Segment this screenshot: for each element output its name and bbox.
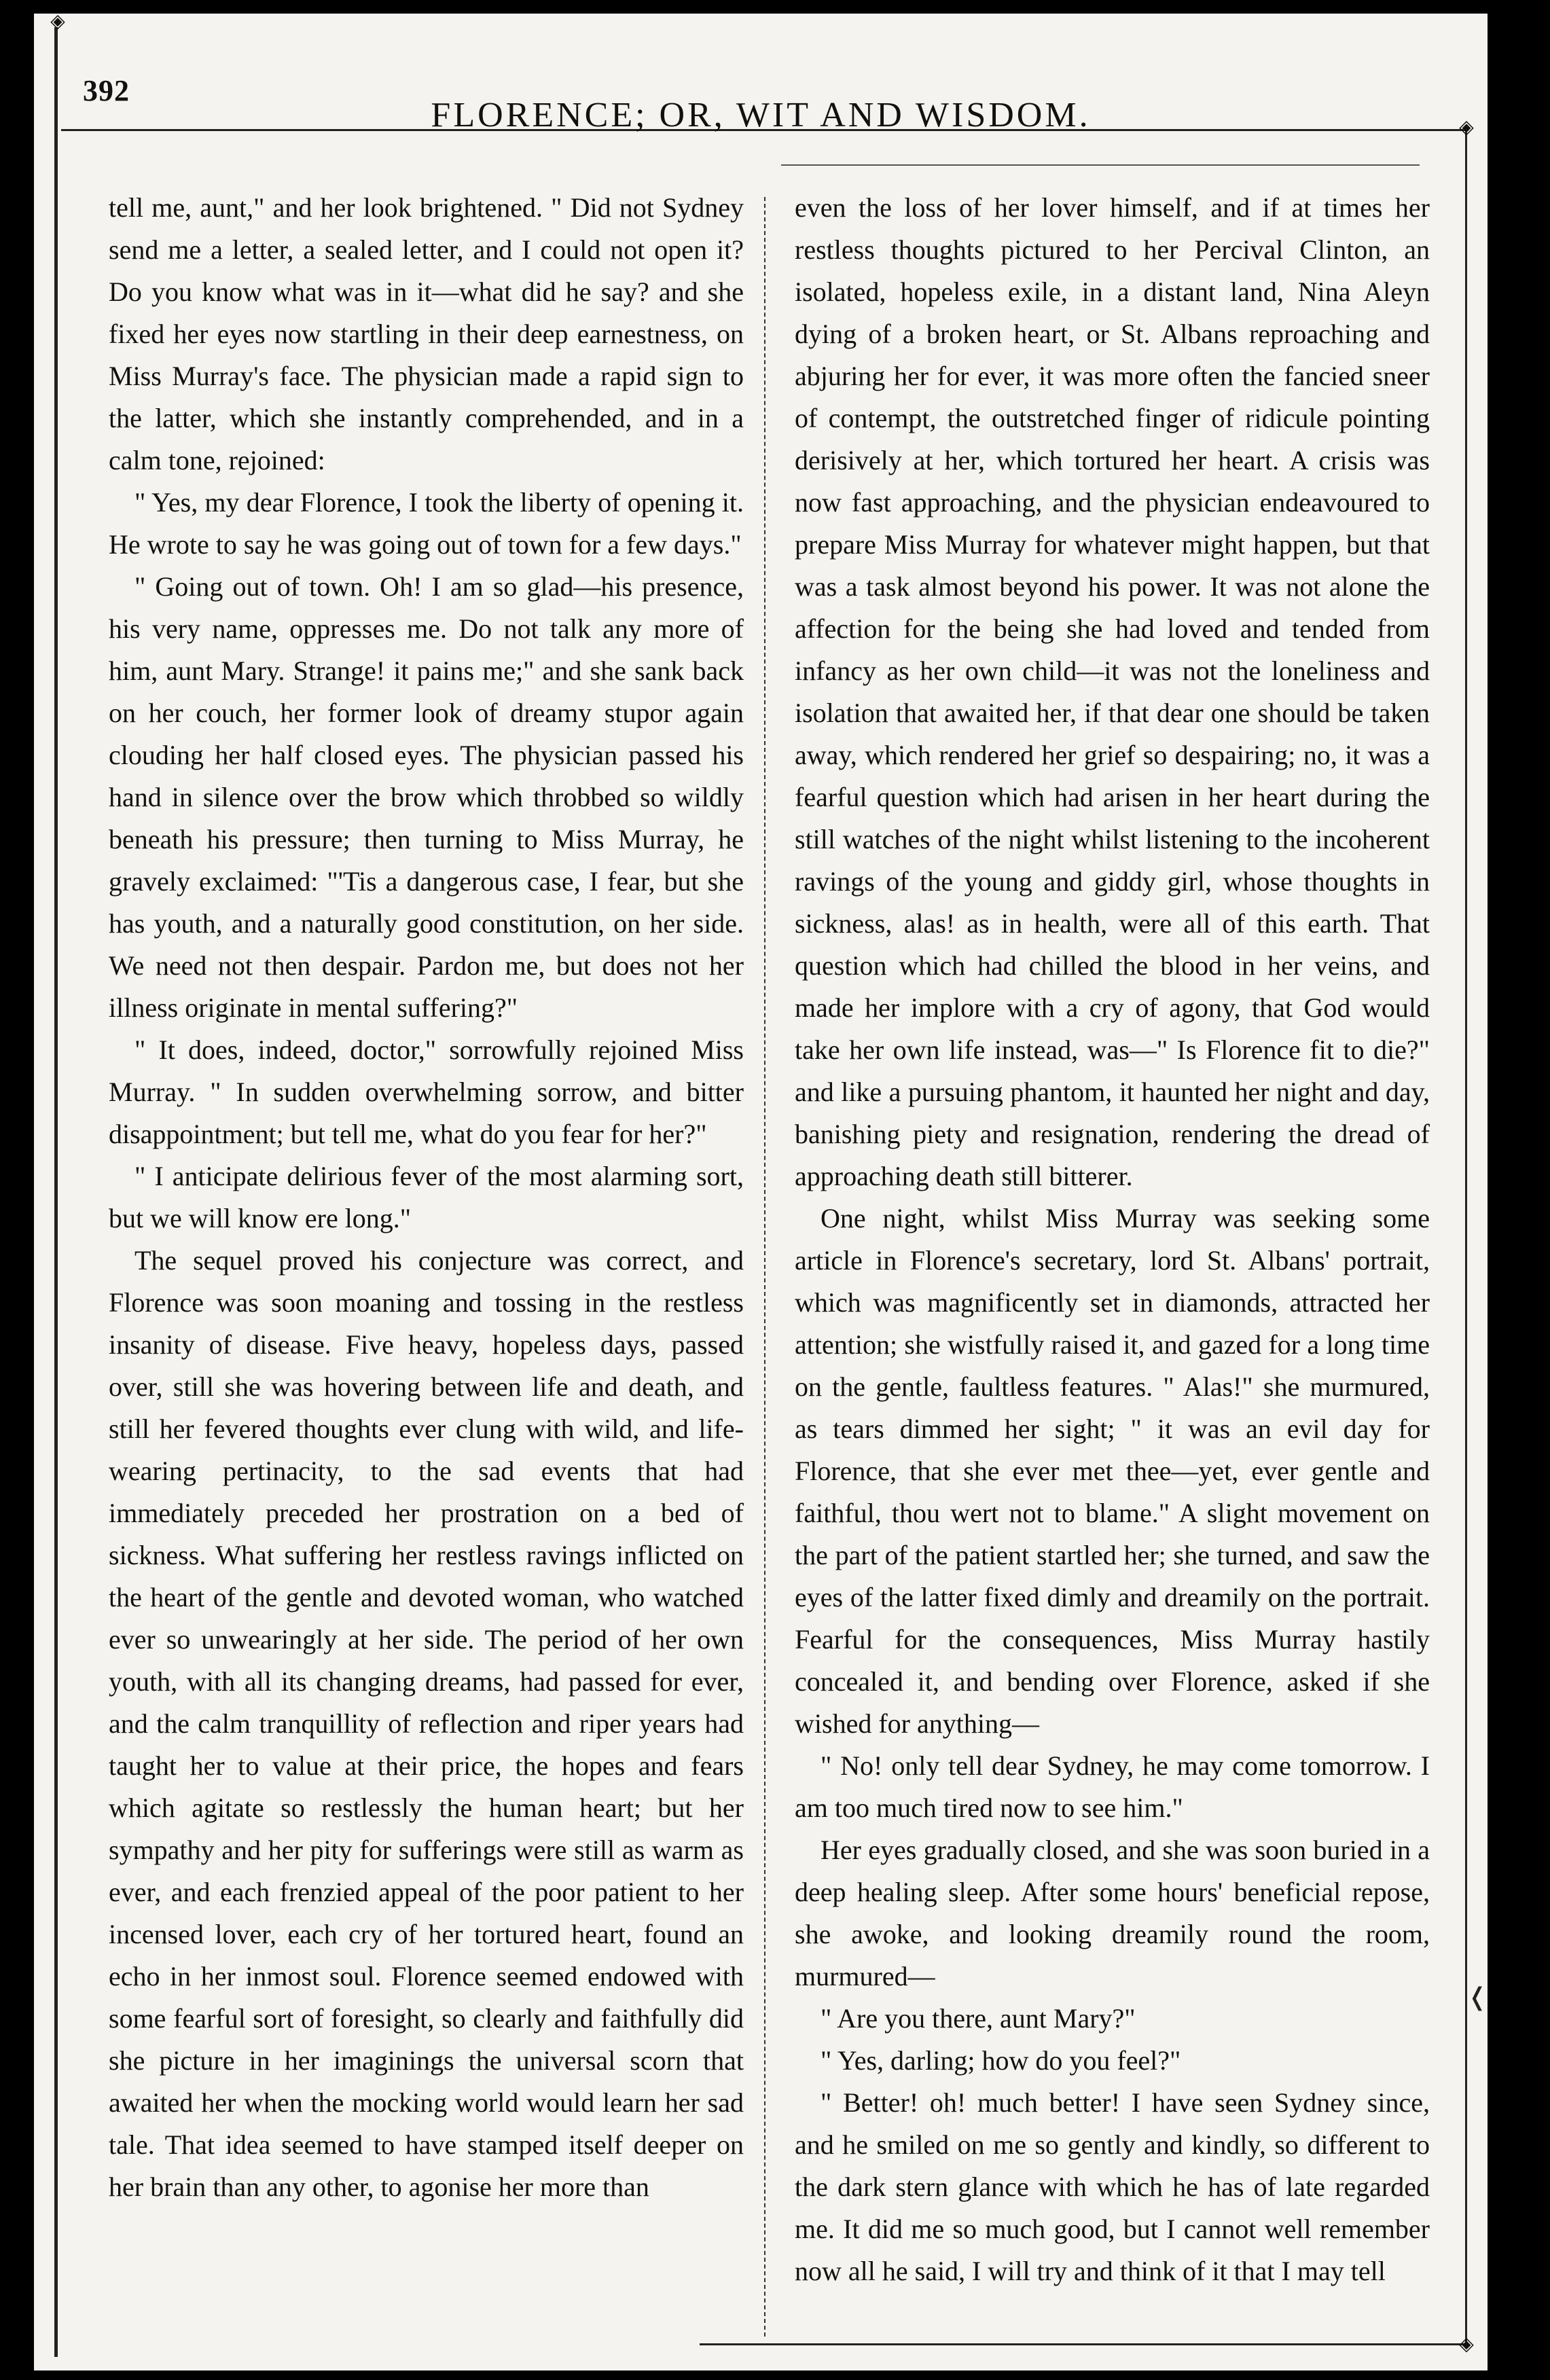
page-border-bottom <box>700 2343 1467 2345</box>
paragraph: " Are you there, aunt Mary?" <box>821 2003 1136 2034</box>
paragraph: " Better! oh! much better! I have seen Sydney since, and he smiled on me so gently and kindly, so different to the dark stern glance with which he has of late regarded me. It did me so much good, but I cannot well remember now all he said, I will try and think of it that I may tell <box>795 2087 1430 2286</box>
margin-mark-icon: ❬ <box>1467 1983 1488 2011</box>
page-border-left <box>54 27 58 2357</box>
paragraph: even the loss of her lover himself, and if at times her restless thoughts pictured to her Percival Clinton, an isolated, hopeless exile, in a distant land, Nina Aleyn dying of a broken heart, or St. Albans reproaching and abjuring her for ever, it was more often the fancied sneer of contempt, the outstretched finger of ridicule pointing derisively at her, which tortured her heart. A crisis was now fast approaching, and the physician endeavoured to prepare Miss Murray for whatever might happen, but that was a task almost beyond his power. It was not alone the affection for the being she had loved and tended from infancy as her own child—it was not the loneliness and isolation that awaited her, if that dear one should be taken away, which rendered her grief so despairing; no, it was a fearful question which had arisen in her heart during the still watches of the night whilst listening to the incoherent ravings of the young and giddy girl, whose thoughts in sickness, alas! as in health, were all of this earth. That question which had chilled the blood in her veins, and made her implore with a cry of agony, that God would take her own life instead, was—" Is Florence fit to die?" and like a pursuing phantom, it haunted her night and day, banishing piety and resignation, rendering the dread of approaching death still bitterer. <box>795 192 1430 1191</box>
running-head: FLORENCE; OR, WIT AND WISDOM. <box>431 96 1091 134</box>
paragraph: " I anticipate delirious fever of the most alarming sort, but we will know ere long." <box>109 1161 744 1233</box>
header-rule <box>781 164 1420 166</box>
corner-ornament-icon: ◈ <box>1459 115 1474 138</box>
paragraph: One night, whilst Miss Murray was seeking some article in Florence's secretary, lord St. Albans' portrait, which was magnificently set in diamonds, attracted her attention; she wistfully raised it, and gazed for a long time on the gentle, faultless features. " Alas!" she murmured, as tears dimmed her sight; " it was an evil day for Florence, that she ever met thee—yet, ever gentle and faithful, thou wert not to blame." A slight movement on the part of the patient startled her; she turned, and saw the eyes of the latter fixed dimly and dreamily on the portrait. Fearful for the consequences, Miss Murray hastily concealed it, and bending over Florence, asked if she wished for anything— <box>795 1203 1430 1739</box>
corner-ornament-icon: ◈ <box>1459 2332 1474 2355</box>
paragraph: " It does, indeed, doctor," sorrowfully rejoined Miss Murray. " In sudden overwhelming sorrow, and bitter disappointment; but tell me, what do you fear for her?" <box>109 1034 744 1149</box>
paragraph: " Yes, darling; how do you feel?" <box>821 2045 1181 2076</box>
column-divider <box>764 197 765 2337</box>
paragraph: The sequel proved his conjecture was correct, and Florence was soon moaning and tossing in the restless insanity of disease. Five heavy, hopeless days, passed over, still she was hovering between life and death, and still her fevered thoughts ever clung with wild, and life-wearing pertinacity, to the sad events that had immediately preceded her prostration on a bed of sickness. What suffering her restless ravings inflicted on the heart of the gentle and devoted woman, who watched ever so unwearingly at her side. The period of her own youth, with all its changing dreams, had passed for ever, and the calm tranquillity of reflection and riper years had taught her to value at their price, the hopes and fears which agitate so restlessly the human heart; but her sympathy and her pity for sufferings were still as warm as ever, and each frenzied appeal of the poor patient to her incensed lover, each cry of her tortured heart, found an echo in her inmost soul. Florence seemed endowed with some fearful sort of foresight, so clearly and faithfully did she picture in her imaginings the universal scorn that awaited her when the mocking world would learn her sad tale. That idea seemed to have stamped itself deeper on her brain than any other, to agonise her more than <box>109 1245 744 2202</box>
paragraph: " No! only tell dear Sydney, he may come tomorrow. I am too much tired now to see him." <box>795 1750 1430 1823</box>
left-column <box>109 187 744 2208</box>
corner-ornament-icon: ◈ <box>50 10 65 32</box>
paragraph: " Yes, my dear Florence, I took the liberty of opening it. He wrote to say he was going out of town for a few days." <box>109 487 744 560</box>
paragraph: Her eyes gradually closed, and she was soon buried in a deep healing sleep. After some hours' beneficial repose, she awoke, and looking dreamily round the room, murmured— <box>795 1835 1430 1991</box>
book-page <box>34 10 1488 2370</box>
paragraph: tell me, aunt," and her look brightened. " Did not Sydney send me a letter, a sealed letter, and I could not open it? Do you know what was in it—what did he say? and she fixed her eyes now startling in their deep earnestness, on Miss Murray's face. The physician made a rapid sign to the latter, which she instantly comprehended, and in a calm tone, rejoined: <box>109 192 744 475</box>
right-column <box>795 187 1430 2292</box>
paragraph: " Going out of town. Oh! I am so glad—his presence, his very name, oppresses me. Do not talk any more of him, aunt Mary. Strange! it pains me;" and she sank back on her couch, her former look of dreamy stupor again clouding her half closed eyes. The physician passed his hand in silence over the brow which throbbed so wildly beneath his pressure; then turning to Miss Murray, he gravely exclaimed: "'Tis a dangerous case, I fear, but she has youth, and a naturally good constitution, on her side. We need not then despair. Pardon me, but does not her illness originate in mental suffering?" <box>109 571 744 1023</box>
page-number: 392 <box>83 74 130 107</box>
